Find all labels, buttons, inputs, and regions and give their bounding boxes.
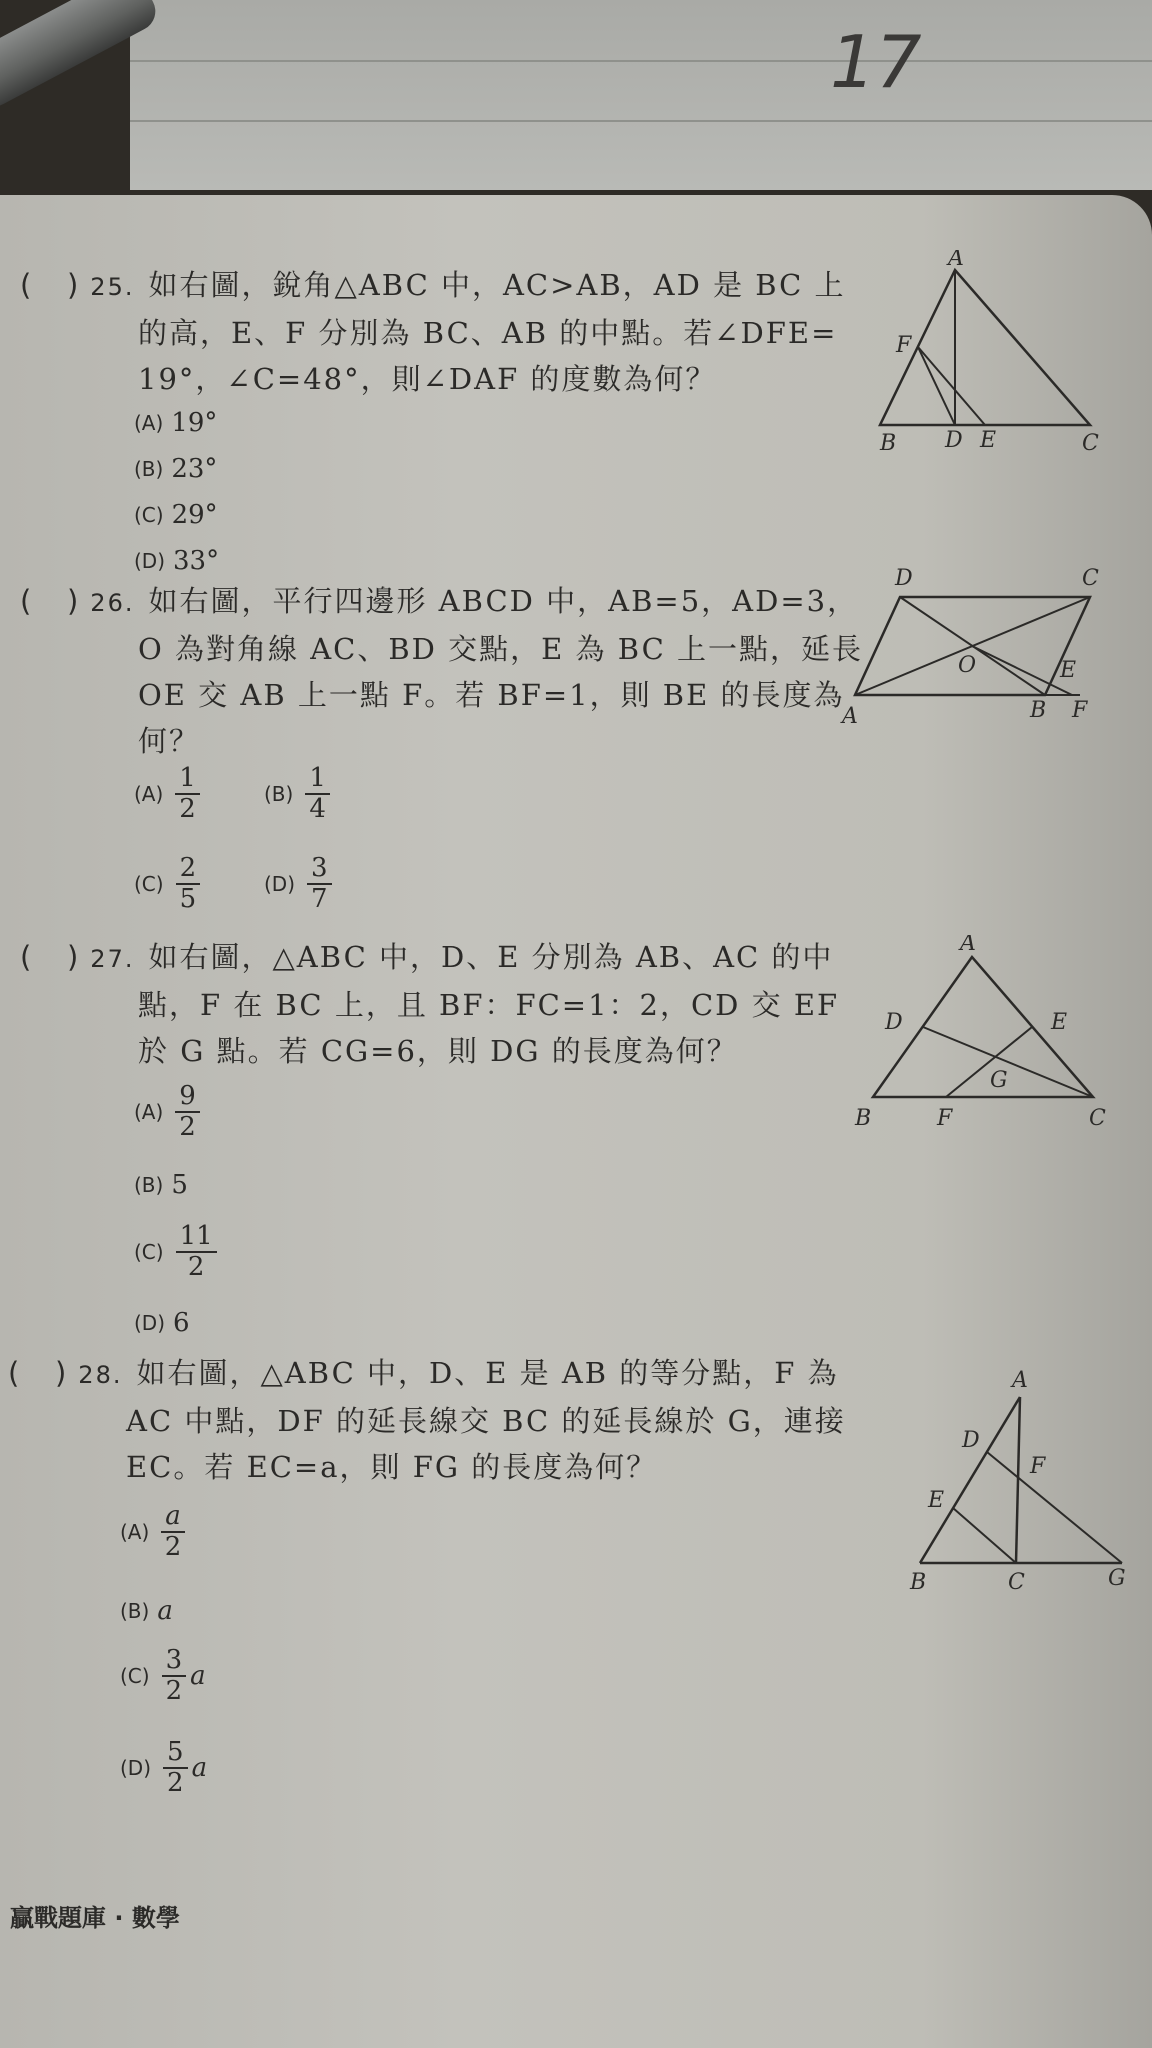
option-d[interactable]: (D) 33° (134, 546, 220, 576)
label-c: C (1082, 431, 1099, 456)
question-number: 26. (90, 589, 135, 617)
question-number: 27. (90, 945, 135, 973)
question-text: AC 中點，DF 的延長線交 BC 的延長線於 G，連接 (126, 1404, 846, 1438)
label-a: A (1012, 1368, 1028, 1393)
label-a: A (948, 250, 964, 271)
label-e: E (1060, 658, 1077, 683)
question-text: 如右圖，平行四邊形 ABCD 中，AB=5，AD=3， (148, 584, 859, 618)
option-b[interactable]: (B) a (120, 1596, 173, 1626)
fraction: $\frac{2}{5}$ (176, 854, 201, 913)
question-text: 何？ (138, 724, 201, 758)
fraction: $\frac{1}{2}$ (175, 764, 200, 823)
option-d[interactable]: (D) 6 (134, 1308, 190, 1338)
question-text: 如右圖，△ABC 中，D、E 分別為 AB、AC 的中 (148, 940, 834, 974)
label-d: D (885, 1010, 903, 1035)
handwritten-number: 17 (830, 20, 922, 104)
label-c: C (1089, 1106, 1106, 1131)
question-26 (20, 578, 863, 764)
option-b[interactable]: (B) 5 (134, 1170, 188, 1200)
label-b: B (880, 431, 897, 456)
label-e: E (980, 428, 997, 453)
label-d: D (962, 1428, 980, 1453)
answer-blank[interactable]: ( ) (20, 584, 81, 618)
option-c[interactable]: (C) 29° (134, 500, 218, 530)
question-28 (8, 1350, 846, 1490)
question-27 (20, 934, 839, 1074)
label-a: A (960, 935, 976, 956)
answer-blank[interactable]: ( ) (8, 1356, 69, 1390)
option-a[interactable]: (A) $\frac{1}{2}$ (134, 764, 204, 823)
ruled-line (130, 120, 1152, 122)
question-number: 25. (90, 273, 135, 301)
question-text: EC。若 EC=a，則 FG 的長度為何？ (126, 1450, 658, 1484)
ruled-line (130, 60, 1152, 62)
question-text: 19°，∠C=48°，則∠DAF 的度數為何？ (138, 362, 717, 396)
label-b: B (910, 1570, 927, 1595)
question-text: 如右圖，銳角△ABC 中，AC>AB，AD 是 BC 上 (148, 268, 846, 302)
option-b[interactable]: (B) 23° (134, 454, 218, 484)
label-b: B (855, 1106, 872, 1131)
fraction: $\frac{5}{2}$ (163, 1738, 188, 1797)
label-g: G (1108, 1566, 1126, 1591)
answer-blank[interactable]: ( ) (20, 268, 81, 302)
option-a[interactable]: (A) $\frac{a}{2}$ (120, 1502, 189, 1561)
option-a[interactable]: (A) $\frac{9}{2}$ (134, 1082, 204, 1141)
label-d: D (895, 566, 913, 591)
label-c: C (1082, 566, 1099, 591)
label-g: G (990, 1068, 1008, 1093)
label-b: B (1030, 698, 1047, 723)
option-b[interactable]: (B) $\frac{1}{4}$ (264, 764, 334, 823)
label-d: D (945, 428, 963, 453)
page-footer: 贏戰題庫 · 數學 (10, 1904, 180, 1932)
option-c[interactable]: (C) $\frac{2}{5}$ (134, 854, 204, 913)
figure-q27 (845, 935, 1125, 1135)
label-c: C (1008, 1570, 1025, 1595)
option-a[interactable]: (A) 19° (134, 408, 218, 438)
question-25 (20, 262, 846, 402)
option-d[interactable]: (D) $\frac{5}{2}$ a (120, 1737, 208, 1798)
option-d[interactable]: (D) $\frac{3}{7}$ (264, 854, 336, 913)
question-text: 點，F 在 BC 上，且 BF：FC=1：2，CD 交 EF (138, 988, 840, 1022)
background-sheet (130, 0, 1152, 190)
fraction: $\frac{3}{2}$ (162, 1646, 187, 1705)
figure-q26 (840, 565, 1130, 735)
fraction: $\frac{1}{4}$ (305, 764, 330, 823)
label-o: O (958, 653, 977, 678)
question-text: 如右圖，△ABC 中，D、E 是 AB 的等分點，F 為 (136, 1356, 839, 1390)
figure-q25 (860, 250, 1120, 460)
question-text: O 為對角線 AC、BD 交點，E 為 BC 上一點，延長 (138, 632, 863, 666)
label-e: E (928, 1488, 945, 1513)
label-f: F (1072, 698, 1088, 723)
fraction: $\frac{9}{2}$ (175, 1082, 200, 1141)
label-f: F (937, 1106, 953, 1131)
question-text: 的高，E、F 分別為 BC、AB 的中點。若∠DFE= (138, 316, 838, 350)
question-text: 於 G 點。若 CG=6，則 DG 的長度為何？ (138, 1034, 738, 1068)
label-a: A (842, 704, 858, 729)
option-c[interactable]: (C) $\frac{11}{2}$ (134, 1222, 221, 1281)
option-c[interactable]: (C) $\frac{3}{2}$ a (120, 1645, 206, 1706)
label-f: F (1030, 1454, 1046, 1479)
label-f: F (896, 333, 912, 358)
question-text: OE 交 AB 上一點 F。若 BF=1，則 BE 的長度為 (138, 678, 845, 712)
figure-q28 (900, 1365, 1140, 1595)
label-e: E (1051, 1010, 1068, 1035)
answer-blank[interactable]: ( ) (20, 940, 81, 974)
fraction: $\frac{a}{2}$ (161, 1502, 185, 1561)
fraction: $\frac{11}{2}$ (176, 1222, 217, 1281)
question-number: 28. (78, 1361, 123, 1389)
fraction: $\frac{3}{7}$ (307, 854, 332, 913)
